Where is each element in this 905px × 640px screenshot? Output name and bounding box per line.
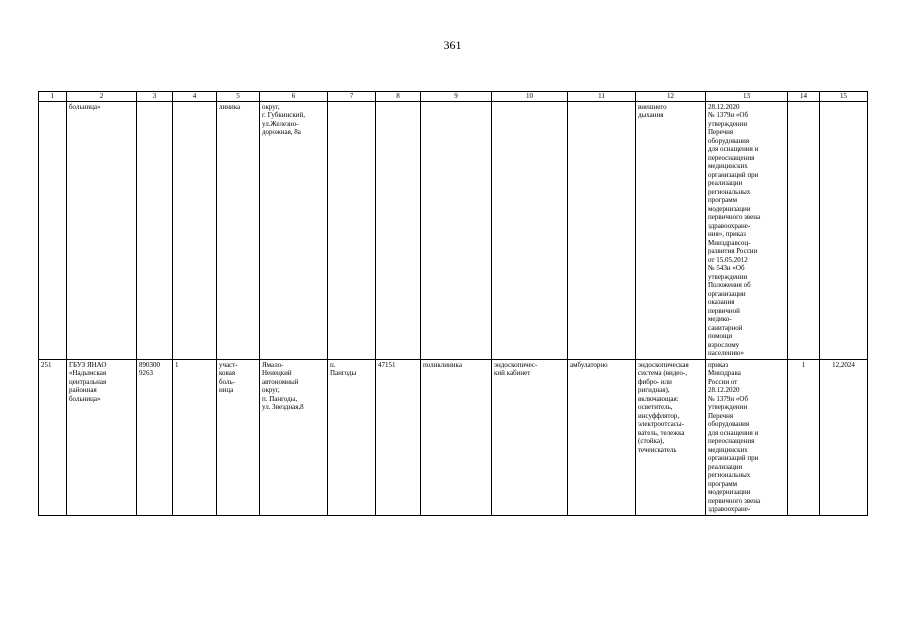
column-header-13: 13 — [706, 92, 788, 102]
table-cell-col-9 — [421, 359, 492, 515]
cell-text-line: от 15.05.2012 — [708, 255, 748, 264]
cell-text-line: электроотсасы- — [638, 420, 684, 428]
cell-text-line: оборудования — [708, 136, 750, 145]
page-number: 361 — [443, 38, 462, 52]
cell-text-line: система (видео-, — [638, 369, 687, 377]
cell-text-line: осветитель, — [638, 403, 673, 411]
cell-text-line: округ, — [262, 102, 280, 111]
cell-text-line: для оснащения и — [708, 145, 759, 153]
cell-text-line: первичного звена — [708, 496, 761, 505]
table-row — [39, 101, 868, 359]
cell-text-line: Положения об — [708, 281, 751, 289]
cell-text-line: боль- — [219, 377, 235, 386]
cell-text-line: организаций при — [708, 454, 759, 462]
cell-text-line: включающая: — [638, 394, 679, 403]
cell-text-line: г. Губкинский, — [262, 111, 305, 119]
cell-text-line: п. — [330, 360, 336, 369]
cell-text-line: (стойка), — [638, 437, 665, 445]
cell-text-line: Минздравсоц- — [708, 238, 751, 247]
cell-text-line: № 543н «Об — [708, 264, 745, 272]
header-row — [39, 92, 868, 102]
cell-text-line: ница — [219, 386, 234, 394]
column-header-1: 1 — [39, 92, 67, 102]
cell-text-line: дыхания — [638, 111, 664, 119]
column-header-9: 9 — [421, 92, 492, 102]
table-cell-col-15 — [820, 101, 868, 359]
table-cell-col-1 — [39, 359, 67, 515]
cell-text-line: ул. Звездная,8 — [262, 403, 304, 411]
table-cell-col-1 — [39, 101, 67, 359]
cell-text-line: взрослому — [708, 340, 740, 349]
cell-text-line: 1 — [175, 360, 179, 369]
cell-text-line: санитарной — [708, 323, 743, 332]
table-cell-col-6 — [260, 359, 328, 515]
cell-text-line: программ — [708, 196, 738, 204]
cell-text-line: кий кабинет — [494, 369, 531, 377]
cell-text-line: ния», приказ — [708, 230, 746, 238]
cell-text-line: переоснащения — [708, 437, 755, 445]
column-header-8: 8 — [376, 92, 421, 102]
cell-text-line: утверждении — [708, 119, 748, 128]
cell-text-line: ватель, тележка — [638, 428, 685, 437]
cell-text-line: внешнего — [638, 102, 667, 111]
cell-text-line: поликлиника — [423, 360, 462, 369]
cell-text-line: больница» — [69, 102, 101, 111]
cell-text-line: медицинских — [708, 445, 748, 454]
cell-text-line: Ямало- — [262, 360, 284, 369]
cell-text-line: эндоскопичес- — [494, 360, 538, 369]
table-cell-col-12 — [636, 359, 706, 515]
column-header-5: 5 — [217, 92, 260, 102]
cell-text-line: больница» — [69, 394, 101, 403]
table-cell-col-8 — [376, 359, 421, 515]
column-header-6: 6 — [260, 92, 328, 102]
cell-text-line: инсуффлятор, — [638, 411, 680, 420]
table-cell-col-10 — [492, 359, 568, 515]
cell-text-line: реализации — [708, 462, 743, 471]
cell-text-line: оказания — [708, 298, 735, 306]
cell-text-line: «Надымская — [69, 369, 107, 377]
cell-text-line: 12,2024 — [832, 360, 855, 369]
cell-text-line: для оснащения и — [708, 428, 759, 437]
cell-text-line: центральная — [69, 377, 107, 386]
table-cell-col-15 — [820, 359, 868, 515]
cell-text-line: течеискатель — [638, 445, 677, 454]
cell-text-line: 251 — [41, 360, 52, 369]
cell-text-line: программ — [708, 479, 738, 488]
cell-text-line: модернизации — [708, 488, 751, 496]
cell-text-line: п. Пангоды, — [262, 394, 298, 403]
cell-text-line: участ- — [219, 360, 238, 369]
table-cell-col-3 — [137, 359, 173, 515]
cell-text-line: Ненецкий — [262, 369, 292, 377]
cell-text-line: реализации — [708, 179, 743, 187]
cell-text-line: медицинских — [708, 162, 748, 170]
cell-text-line: развития России — [708, 247, 758, 255]
cell-text-line: региональных — [708, 471, 751, 479]
table-cell-col-12 — [636, 101, 706, 359]
table-cell-col-10 — [492, 101, 568, 359]
cell-text-line: 9263 — [139, 369, 153, 377]
cell-text-line: фибро- или — [638, 377, 672, 386]
cell-text-line: ул.Железно- — [262, 119, 299, 128]
cell-text-line: № 1379н «Об — [708, 111, 749, 119]
table-cell-col-13 — [706, 101, 788, 359]
cell-text-line: здравоохране- — [708, 221, 751, 230]
cell-text-line: России от — [708, 377, 738, 386]
table-cell-col-7 — [328, 359, 376, 515]
cell-text-line: населению» — [708, 349, 744, 357]
cell-text-line: Пангоды — [330, 369, 357, 377]
cell-text-line: эндоскопическая — [638, 360, 689, 369]
cell-text-line: приказ — [708, 360, 729, 369]
cell-text-line: ковая — [219, 369, 236, 377]
cell-text-line: утверждении — [708, 272, 748, 281]
column-header-4: 4 — [173, 92, 217, 102]
table-cell-col-4 — [173, 101, 217, 359]
column-header-10: 10 — [492, 92, 568, 102]
cell-text-line: первичной — [708, 306, 740, 315]
cell-text-line: автономный — [262, 377, 299, 386]
cell-text-line: утверждении — [708, 403, 748, 411]
cell-text-line: 47151 — [378, 360, 396, 369]
cell-text-line: 28.12.2020 — [708, 102, 740, 111]
column-header-7: 7 — [328, 92, 376, 102]
cell-text-line: помощи — [708, 332, 733, 340]
table-cell-col-4 — [173, 359, 217, 515]
table-cell-col-2 — [67, 359, 137, 515]
cell-text-line: здравоохране- — [708, 505, 751, 513]
table-cell-col-3 — [137, 101, 173, 359]
table-cell-col-5 — [217, 101, 260, 359]
cell-text-line: ригидная), — [638, 386, 670, 394]
table-cell-col-5 — [217, 359, 260, 515]
cell-text-line: районная — [69, 386, 97, 394]
table-cell-col-2 — [67, 101, 137, 359]
cell-text-line: 1 — [801, 360, 806, 369]
cell-text-line: оборудования — [708, 420, 750, 428]
cell-text-line: Перечня — [708, 128, 734, 136]
cell-text-line: переоснащения — [708, 153, 755, 162]
column-header-11: 11 — [568, 92, 636, 102]
column-header-2: 2 — [67, 92, 137, 102]
table-cell-col-9 — [421, 101, 492, 359]
cell-text-line: первичного звена — [708, 213, 761, 221]
cell-text-line: организаций при — [708, 170, 759, 179]
column-header-12: 12 — [636, 92, 706, 102]
table-cell-col-14 — [788, 359, 820, 515]
table-cell-col-7 — [328, 101, 376, 359]
column-header-14: 14 — [788, 92, 820, 102]
table-cell-col-8 — [376, 101, 421, 359]
cell-text-line: 28.12.2020 — [708, 386, 740, 394]
cell-text-line: 890300 — [139, 360, 160, 369]
table-row — [39, 359, 868, 515]
cell-text-line: линика — [219, 102, 241, 111]
cell-text-line: Минздрава — [708, 369, 741, 377]
cell-text-line: дорожная, 8а — [262, 128, 301, 136]
cell-text-line: медико- — [708, 315, 732, 323]
cell-text-line: амбулаторно — [570, 360, 608, 369]
table-cell-col-6 — [260, 101, 328, 359]
cell-text-line: региональных — [708, 187, 751, 196]
document-table — [38, 91, 868, 516]
table-cell-col-14 — [788, 101, 820, 359]
cell-text-line: Перечня — [708, 411, 734, 420]
cell-text-line: № 1379н «Об — [708, 394, 749, 403]
table-cell-col-11 — [568, 359, 636, 515]
column-header-15: 15 — [820, 92, 868, 102]
column-header-3: 3 — [137, 92, 173, 102]
cell-text-line: ГБУЗ ЯНАО — [69, 360, 107, 369]
table-cell-col-11 — [568, 101, 636, 359]
cell-text-line: модернизации — [708, 204, 751, 213]
table-cell-col-13 — [706, 359, 788, 515]
cell-text-line: организации — [708, 289, 746, 298]
cell-text-line: округ, — [262, 386, 280, 394]
